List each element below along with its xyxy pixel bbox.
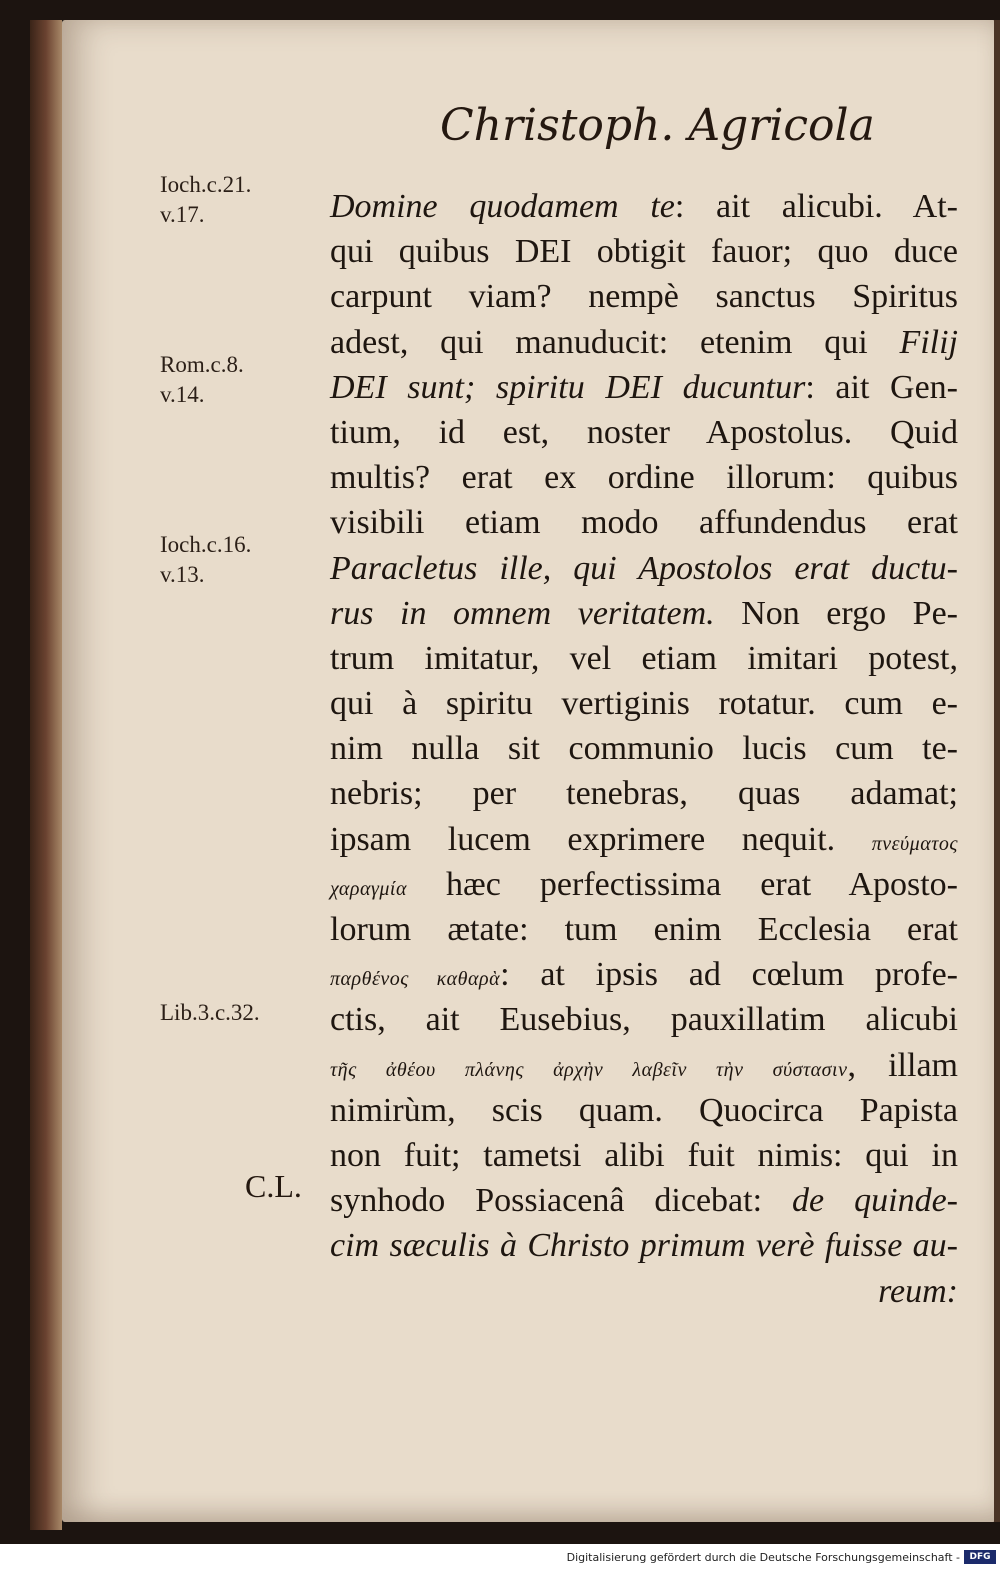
margin-note-1 [160, 170, 251, 230]
page-right-edge [994, 20, 1000, 1522]
text-roman: ipsam lucem exprimere nequit. [330, 820, 836, 858]
text-roman: , illam [847, 1046, 958, 1084]
text-greek: παρθένος καθαρὰ [330, 968, 501, 991]
book-spine-edge [30, 20, 62, 1530]
text-line-9: Paracletus ille, qui Apostolos erat ductu- [330, 549, 958, 587]
body-text [330, 184, 958, 1314]
text-line-6: tium, id est, noster Apostolus. Quid [330, 413, 958, 451]
text-roman: : ait alicubi. At- [674, 188, 958, 225]
text-roman: synhodo Possiacenâ dicebat: [330, 1182, 793, 1220]
funding-notice: Digitalisierung gefördert durch die Deutsche Forschungsgemeinschaft - [566, 1551, 960, 1564]
text-line-14: nebris; per tenebras, quas adamat; [330, 775, 958, 813]
text-line-7: multis? erat ex ordine illorum: quibus [330, 459, 958, 497]
text-italic: rus in omnem veritatem. [330, 594, 715, 632]
text-line-12: qui à spiritu vertiginis rotatur. cum e- [330, 685, 958, 723]
text-italic: Filij [899, 323, 959, 361]
text-line-3: carpunt viam? nempè sanctus Spiritus [330, 278, 958, 316]
margin-note-4-line1: Lib.3.c.32. [160, 1000, 260, 1025]
text-greek: πνεύματος [871, 832, 958, 855]
text-line-24: cim sæculis à Christo primum verè fuisse au- [330, 1227, 958, 1265]
text-line-25: reum: [878, 1272, 958, 1310]
text-line-23 [330, 1178, 958, 1223]
text-line-16 [330, 862, 958, 907]
text-line-22: non fuit; tametsi alibi fuit nimis: qui in [330, 1136, 958, 1174]
text-line-4 [330, 320, 958, 365]
dfg-logo: DFG [964, 1550, 996, 1564]
text-greek: τῆς ἀθέου πλάνης ἀρχὴν λαβεῖν τὴν σύστασιν [330, 1058, 848, 1081]
margin-note-2-line1: Rom.c.8. [160, 352, 244, 377]
margin-note-4 [160, 998, 260, 1028]
margin-note-2-line2: v.14. [160, 382, 205, 407]
text-italic: Domine quodamem te [330, 188, 675, 225]
text-line-5 [330, 365, 958, 410]
footer-bar [0, 1544, 1000, 1572]
text-line-20 [330, 1043, 958, 1088]
text-line-2: qui quibus DEI obtigit fauor; quo duce [330, 233, 958, 271]
text-italic: de quinde- [792, 1182, 959, 1220]
margin-note-3-line2: v.13. [160, 562, 205, 587]
text-italic: DEI sunt; spiritu DEI ducuntur [330, 368, 806, 406]
text-line-13: nim nulla sit communio lucis cum te- [330, 730, 958, 768]
running-head: Christoph. Agricola [440, 100, 875, 151]
text-roman: hæc perfectissima erat Aposto- [406, 865, 958, 903]
text-line-17: lorum ætate: tum enim Ecclesia erat [330, 911, 958, 948]
text-line-11: trum imitatur, vel etiam imitari potest, [330, 639, 958, 677]
margin-note-2 [160, 350, 244, 410]
margin-note-1-line2: v.17. [160, 202, 205, 227]
text-line-15 [330, 817, 958, 862]
text-line-18 [330, 952, 958, 997]
text-line-10 [330, 591, 958, 636]
text-line-8: visibili etiam modo affundendus erat [330, 504, 958, 542]
text-roman: Non ergo Pe- [714, 594, 958, 632]
margin-note-1-line1: Ioch.c.21. [160, 172, 252, 197]
text-greek: χαραγμία [330, 877, 407, 900]
signature-mark: C.L. [245, 1168, 302, 1204]
text-roman: adest, qui manuducit: etenim qui [330, 323, 868, 361]
text-roman: : at ipsis ad cœlum profe- [500, 956, 958, 994]
text-line-21: nimirùm, scis quam. Quocirca Papista [330, 1091, 958, 1129]
text-line-19: ctis, ait Eusebius, pauxillatim alicubi [330, 1001, 958, 1039]
margin-note-3-line1: Ioch.c.16. [160, 532, 252, 557]
text-roman: : ait Gen- [805, 368, 959, 406]
text-line-1 [330, 184, 958, 229]
margin-note-3 [160, 530, 251, 590]
